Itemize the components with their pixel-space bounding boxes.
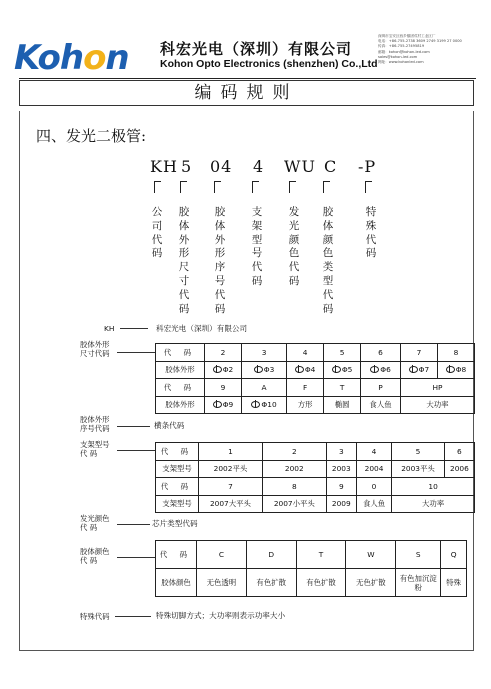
label-color-code: 发 光 颜 色 代 码 <box>288 206 300 287</box>
label-seq-code: 胶 体 外 形 序 号 代 码 <box>214 206 226 315</box>
kh-text: 科宏光电（深圳）有限公司 <box>156 324 248 333</box>
page-title: 编码规则 <box>19 80 474 106</box>
table-row: 胶体外形 Φ9 Φ10 方形 椭圆 食人鱼 大功率 <box>156 396 475 414</box>
contact-line: 传真：+86-755-27495819 <box>378 44 425 49</box>
bracket-code-table <box>155 442 475 513</box>
sun-logo-icon: o <box>83 38 106 78</box>
diameter-icon <box>446 366 455 373</box>
tick-mark <box>154 181 161 193</box>
table-row: 胶体外形 Φ2 Φ3 Φ4 Φ5 Φ6 Φ7 Φ8 <box>156 361 475 379</box>
seq-text: 横条代码 <box>154 421 185 430</box>
table-row: 代 码 7 8 9 0 10 <box>156 478 475 496</box>
diameter-icon <box>332 366 341 373</box>
table-row: 代 码 2 3 4 5 6 7 8 <box>156 344 475 362</box>
contact-line: sales@kohon-led.com <box>378 54 418 59</box>
diameter-icon <box>370 366 379 373</box>
special-label: 特殊代码 <box>80 612 110 621</box>
company-logo: Kohon <box>14 38 129 78</box>
code-segment-special: -P <box>358 157 377 176</box>
special-text: 特殊切脚方式；大功率则表示功率大小 <box>156 611 286 620</box>
diameter-icon <box>251 401 260 408</box>
diameter-icon <box>409 366 418 373</box>
bracket-label: 支架型号 代 码 <box>80 440 110 458</box>
kh-label: KH <box>104 324 115 333</box>
gel-code-table <box>155 540 467 597</box>
code-segment-size: 5 <box>181 157 193 176</box>
tick-mark <box>252 181 259 193</box>
diameter-icon <box>295 366 304 373</box>
header-rule <box>19 78 476 79</box>
diameter-icon <box>213 366 222 373</box>
code-segment-gel: C <box>324 157 338 176</box>
diameter-icon <box>254 366 263 373</box>
tick-mark <box>323 181 330 193</box>
table-row: 代 码 1 2 3 4 5 6 <box>156 443 475 461</box>
emit-text: 芯片类型代码 <box>152 519 198 528</box>
tick-mark <box>214 181 221 193</box>
code-segment-bracket: 4 <box>253 157 265 176</box>
code-segment-color: WU <box>284 157 316 176</box>
table-row: 支架型号 2002平头 2002 2003 2004 2003平头 2006 <box>156 460 475 478</box>
seq-label: 胶体外形 序号代码 <box>80 415 110 433</box>
size-label: 胶体外形 尺寸代码 <box>80 340 110 358</box>
contact-line: 电话：+86-755-2738 3609 2749 3199 27 0000 <box>378 39 462 44</box>
label-special-code: 特 殊 代 码 <box>365 206 377 260</box>
label-gel-code: 胶 体 颜 色 类 型 代 码 <box>322 206 334 315</box>
label-company-code: 公 司 代 码 <box>151 206 163 260</box>
section-title: 四、发光二极管: <box>36 127 147 145</box>
size-code-table <box>155 343 475 414</box>
contact-line: 网址：www.kohonled.com <box>378 60 424 65</box>
label-bracket-code: 支 架 型 号 代 码 <box>251 206 263 287</box>
code-segment-company: KH <box>150 157 178 176</box>
leader-line <box>117 450 155 451</box>
code-segment-seq: 04 <box>210 157 233 176</box>
company-name-en: Kohon Opto Electronics (shenzhen) Co.,Ltd <box>160 58 378 70</box>
company-name-cn: 科宏光电（深圳）有限公司 <box>160 40 353 58</box>
table-row: 代 码 9 A F T P HP <box>156 379 475 397</box>
tick-mark <box>180 181 187 193</box>
leader-line <box>120 328 148 329</box>
gel-label: 胶体颜色 代 码 <box>80 547 110 565</box>
table-row: 代 码 C D T W S Q <box>156 541 467 569</box>
diameter-icon <box>213 401 222 408</box>
tick-mark <box>365 181 372 193</box>
label-size-code: 胶 体 外 形 尺 寸 代 码 <box>178 206 190 315</box>
table-row: 支架型号 2007大平头 2007小平头 2009 食人鱼 大功率 <box>156 495 475 513</box>
table-row: 胶体颜色 无色透明 有色扩散 有色扩散 无色扩散 有色加沉淀 粉 特殊 <box>156 569 467 597</box>
contact-line: 深圳市宝安区西乡镇固戍村工业区厂 <box>378 34 436 38</box>
leader-line <box>117 352 155 353</box>
leader-line <box>115 616 151 617</box>
tick-mark <box>289 181 296 193</box>
contact-block <box>378 34 486 65</box>
leader-line <box>117 557 155 558</box>
emit-label: 发光颜色 代 码 <box>80 514 110 532</box>
leader-line <box>117 426 150 427</box>
leader-line <box>117 524 150 525</box>
contact-line: 邮箱：kohon@kohon-led.com <box>378 49 430 54</box>
